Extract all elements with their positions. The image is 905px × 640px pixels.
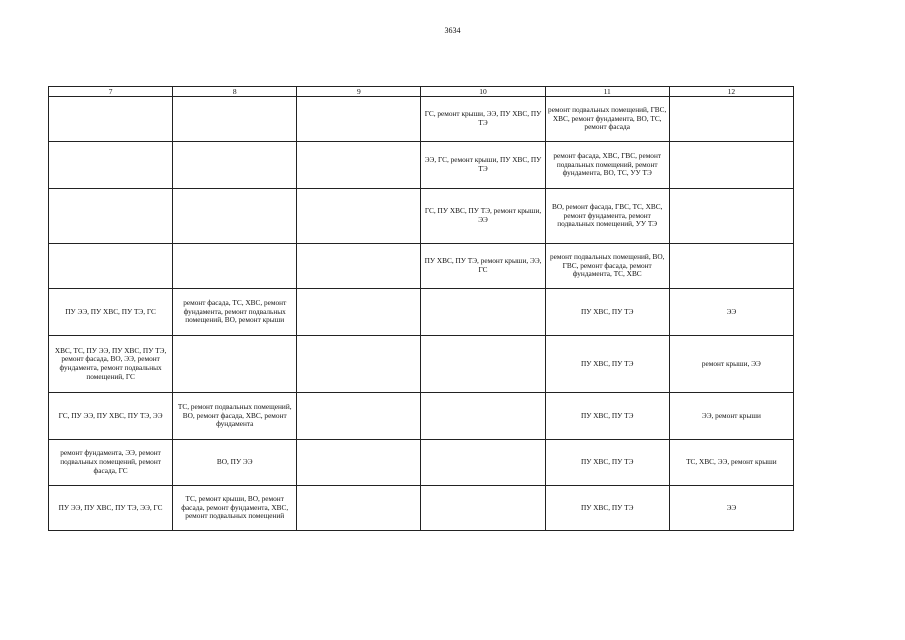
- table-cell: [49, 97, 173, 142]
- table-row: [49, 289, 794, 336]
- table-cell: ремонт подвальных помещений, ВО, ГВС, ремонт фасада, ремонт фундамента, ТС, ХВС: [545, 244, 669, 289]
- table-header-row: [49, 87, 794, 97]
- table-cell: ВО, ПУ ЭЭ: [173, 440, 297, 486]
- table-cell: ремонт крыши, ЭЭ: [669, 336, 793, 393]
- table-cell: ГС, ПУ ХВС, ПУ ТЭ, ремонт крыши, ЭЭ: [421, 189, 545, 244]
- table-cell: [297, 244, 421, 289]
- table-row: [49, 244, 794, 289]
- table-cell: ЭЭ: [669, 289, 793, 336]
- column-header: 10: [421, 87, 545, 97]
- table-row: [49, 336, 794, 393]
- table-cell: ремонт подвальных помещений, ГВС, ХВС, ремонт фундамента, ВО, ТС, ремонт фасада: [545, 97, 669, 142]
- table-cell: [421, 336, 545, 393]
- table-cell: [669, 142, 793, 189]
- table-cell: ГС, ПУ ЭЭ, ПУ ХВС, ПУ ТЭ, ЭЭ: [49, 393, 173, 440]
- table-cell: [297, 97, 421, 142]
- table-cell: ТС, ремонт подвальных помещений, ВО, ремонт фасада, ХВС, ремонт фундамента: [173, 393, 297, 440]
- table-cell: [173, 142, 297, 189]
- table-cell: ПУ ХВС, ПУ ТЭ: [545, 393, 669, 440]
- column-header: 12: [669, 87, 793, 97]
- table-cell: ТС, ремонт крыши, ВО, ремонт фасада, ремонт фундамента, ХВС, ремонт подвальных помещений: [173, 486, 297, 531]
- table-cell: [173, 244, 297, 289]
- table-cell: [421, 486, 545, 531]
- table-cell: [669, 189, 793, 244]
- table-row: [49, 142, 794, 189]
- table-cell: [421, 440, 545, 486]
- column-header: 7: [49, 87, 173, 97]
- table-cell: ремонт фасада, ХВС, ГВС, ремонт подвальных помещений, ремонт фундамента, ВО, ТС, УУ ТЭ: [545, 142, 669, 189]
- column-header: 11: [545, 87, 669, 97]
- table-cell: ЭЭ, ГС, ремонт крыши, ПУ ХВС, ПУ ТЭ: [421, 142, 545, 189]
- table-cell: [173, 97, 297, 142]
- table-row: [49, 97, 794, 142]
- table-cell: ХВС, ТС, ПУ ЭЭ, ПУ ХВС, ПУ ТЭ, ремонт фасада, ВО, ЭЭ, ремонт фундамента, ремонт подвальных помещений, ГС: [49, 336, 173, 393]
- table-cell: [297, 189, 421, 244]
- table-row: [49, 440, 794, 486]
- table-cell: [297, 336, 421, 393]
- table-cell: ремонт фундамента, ЭЭ, ремонт подвальных помещений, ремонт фасада, ГС: [49, 440, 173, 486]
- page-number: 3634: [444, 26, 461, 35]
- table-cell: ПУ ХВС, ПУ ТЭ: [545, 486, 669, 531]
- table-cell: [49, 244, 173, 289]
- table-cell: [669, 97, 793, 142]
- table-row: [49, 393, 794, 440]
- table-cell: [297, 393, 421, 440]
- table-cell: [49, 142, 173, 189]
- table-cell: [297, 440, 421, 486]
- table-cell: ГС, ремонт крыши, ЭЭ, ПУ ХВС, ПУ ТЭ: [421, 97, 545, 142]
- column-header: 8: [173, 87, 297, 97]
- table-cell: ПУ ХВС, ПУ ТЭ: [545, 289, 669, 336]
- table-cell: ЭЭ: [669, 486, 793, 531]
- table-cell: [173, 189, 297, 244]
- table-cell: [297, 486, 421, 531]
- table-row: [49, 486, 794, 531]
- table-cell: ВО, ремонт фасада, ГВС, ТС, ХВС, ремонт фундамента, ремонт подвальных помещений, УУ ТЭ: [545, 189, 669, 244]
- table-cell: ПУ ХВС, ПУ ТЭ: [545, 336, 669, 393]
- table-cell: ремонт фасада, ТС, ХВС, ремонт фундамента, ремонт подвальных помещений, ВО, ремонт крыши: [173, 289, 297, 336]
- table-cell: [297, 142, 421, 189]
- column-header: 9: [297, 87, 421, 97]
- table-cell: ПУ ЭЭ, ПУ ХВС, ПУ ТЭ, ГС: [49, 289, 173, 336]
- table-cell: ПУ ЭЭ, ПУ ХВС, ПУ ТЭ, ЭЭ, ГС: [49, 486, 173, 531]
- works-table: [48, 86, 794, 531]
- table-cell: [173, 336, 297, 393]
- table-cell: ПУ ХВС, ПУ ТЭ: [545, 440, 669, 486]
- table-cell: ЭЭ, ремонт крыши: [669, 393, 793, 440]
- table-cell: [49, 189, 173, 244]
- table-cell: [421, 289, 545, 336]
- table-cell: [669, 244, 793, 289]
- table-cell: [421, 393, 545, 440]
- table-cell: ТС, ХВС, ЭЭ, ремонт крыши: [669, 440, 793, 486]
- table-cell: ПУ ХВС, ПУ ТЭ, ремонт крыши, ЭЭ, ГС: [421, 244, 545, 289]
- table-row: [49, 189, 794, 244]
- table-cell: [297, 289, 421, 336]
